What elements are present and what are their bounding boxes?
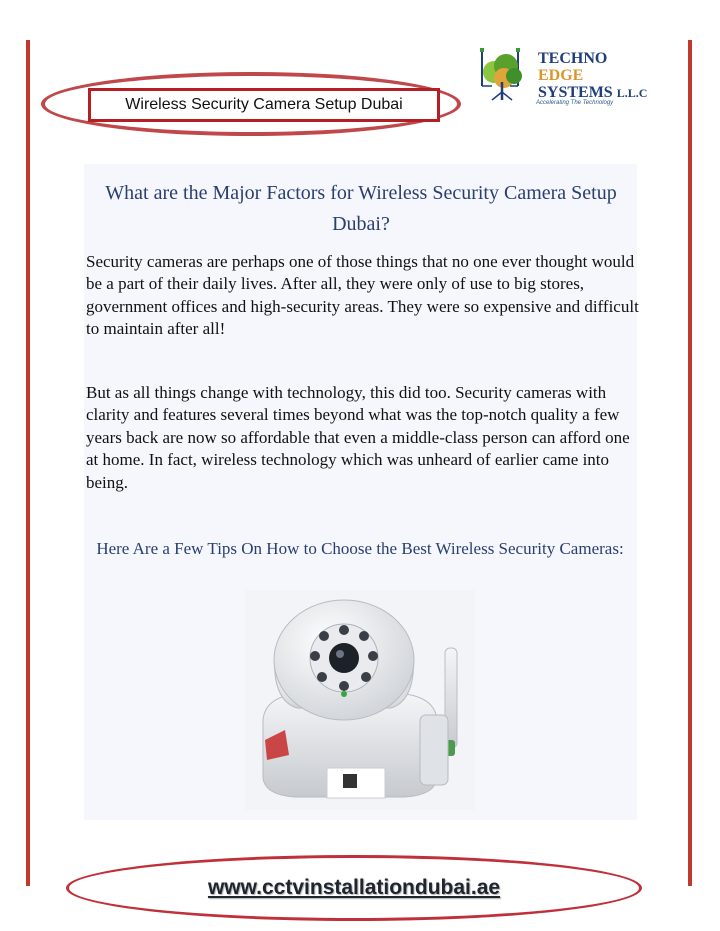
article-subheading: Here Are a Few Tips On How to Choose the Best Wireless Security Cameras: — [96, 539, 624, 558]
company-logo — [474, 46, 654, 116]
logo-suffix: L.L.C — [616, 86, 648, 100]
camera-image — [245, 590, 475, 810]
article-paragraph-2: But as all things change with technology, this did too. Security cameras with clarity and features several times beyond what was the top-notch quality a few years back are now so affordable that even a middle-class person can afford one at home. In fact, wireless technology which was unheard of earlier came into being. — [86, 383, 630, 492]
website-link[interactable]: www.cctvinstallationdubai.ae — [207, 876, 501, 899]
right-border-rule — [688, 40, 692, 886]
logo-line-techno: TECHNO — [538, 50, 608, 67]
wireless-ip-camera-icon — [245, 590, 475, 810]
article-heading: What are the Major Factors for Wireless Security Camera Setup Dubai? — [105, 182, 617, 235]
logo-wordmark — [538, 50, 647, 102]
logo-tagline: Accelerating The Technology — [536, 100, 614, 106]
article-paragraph-1: Security cameras are perhaps one of those things that no one ever thought would be a part of their daily lives. After all, they were only of use to big stores, government offices and high-security areas. They were so expensive and difficult to maintain after all! — [86, 252, 639, 339]
banner-title: Wireless Security Camera Setup Dubai — [88, 88, 440, 122]
footer-ellipse — [66, 855, 642, 921]
logo-systems-text: SYSTEMS — [538, 84, 613, 101]
tree-circuit-logo-icon — [474, 46, 536, 104]
left-border-rule — [26, 40, 30, 886]
logo-line-edge: EDGE — [538, 67, 584, 84]
